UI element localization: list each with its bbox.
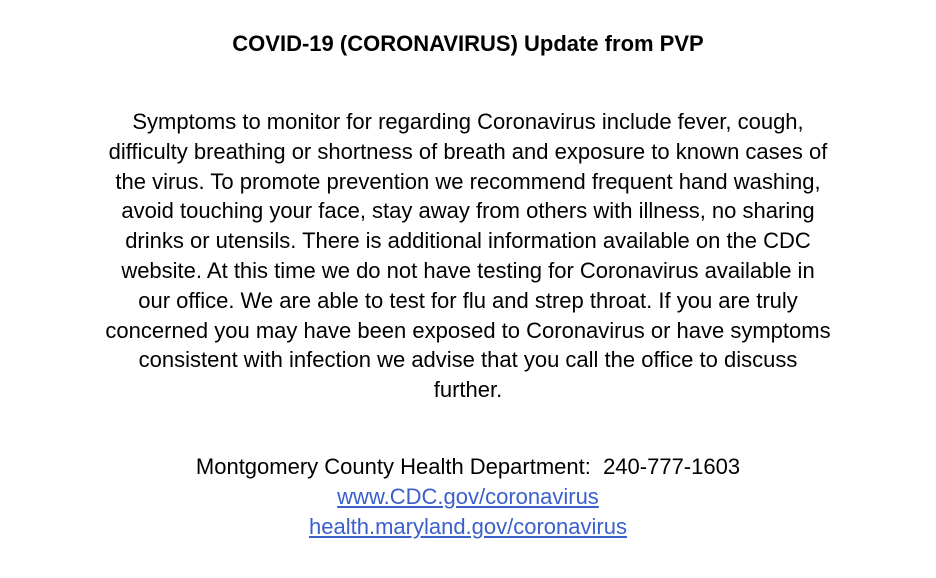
cdc-link[interactable]: www.CDC.gov/coronavirus <box>337 484 599 509</box>
paragraph-line: difficulty breathing or shortness of breath and exposure to known cases of <box>108 138 828 164</box>
paragraph-line: drinks or utensils. There is additional information available on the CDC <box>125 228 811 254</box>
paragraph-line: the virus. To promote prevention we recommend frequent hand washing, <box>115 168 821 194</box>
paragraph-line: our office. We are able to test for flu and strep throat. If you are truly <box>138 287 798 313</box>
paragraph-line: avoid touching your face, stay away from others with illness, no sharing <box>121 198 815 224</box>
paragraph-line: consistent with infection we advise that you call the office to discuss <box>138 347 798 373</box>
paragraph-line: concerned you may have been exposed to Coronavirus or have symptoms <box>105 317 831 343</box>
paragraph-line: further. <box>433 377 503 403</box>
paragraph-line: Symptoms to monitor for regarding Coronavirus include fever, cough, <box>132 109 804 134</box>
paragraph-line: website. At this time we do not have testing for Coronavirus available in <box>121 257 815 283</box>
contact-block <box>0 452 936 542</box>
symptoms-paragraph <box>20 107 916 405</box>
document-title: COVID-19 (CORONAVIRUS) Update from PVP <box>232 31 704 56</box>
maryland-health-link[interactable]: health.maryland.gov/coronavirus <box>309 514 627 539</box>
health-department-phone: Montgomery County Health Department: 240-777-1603 <box>195 454 741 479</box>
